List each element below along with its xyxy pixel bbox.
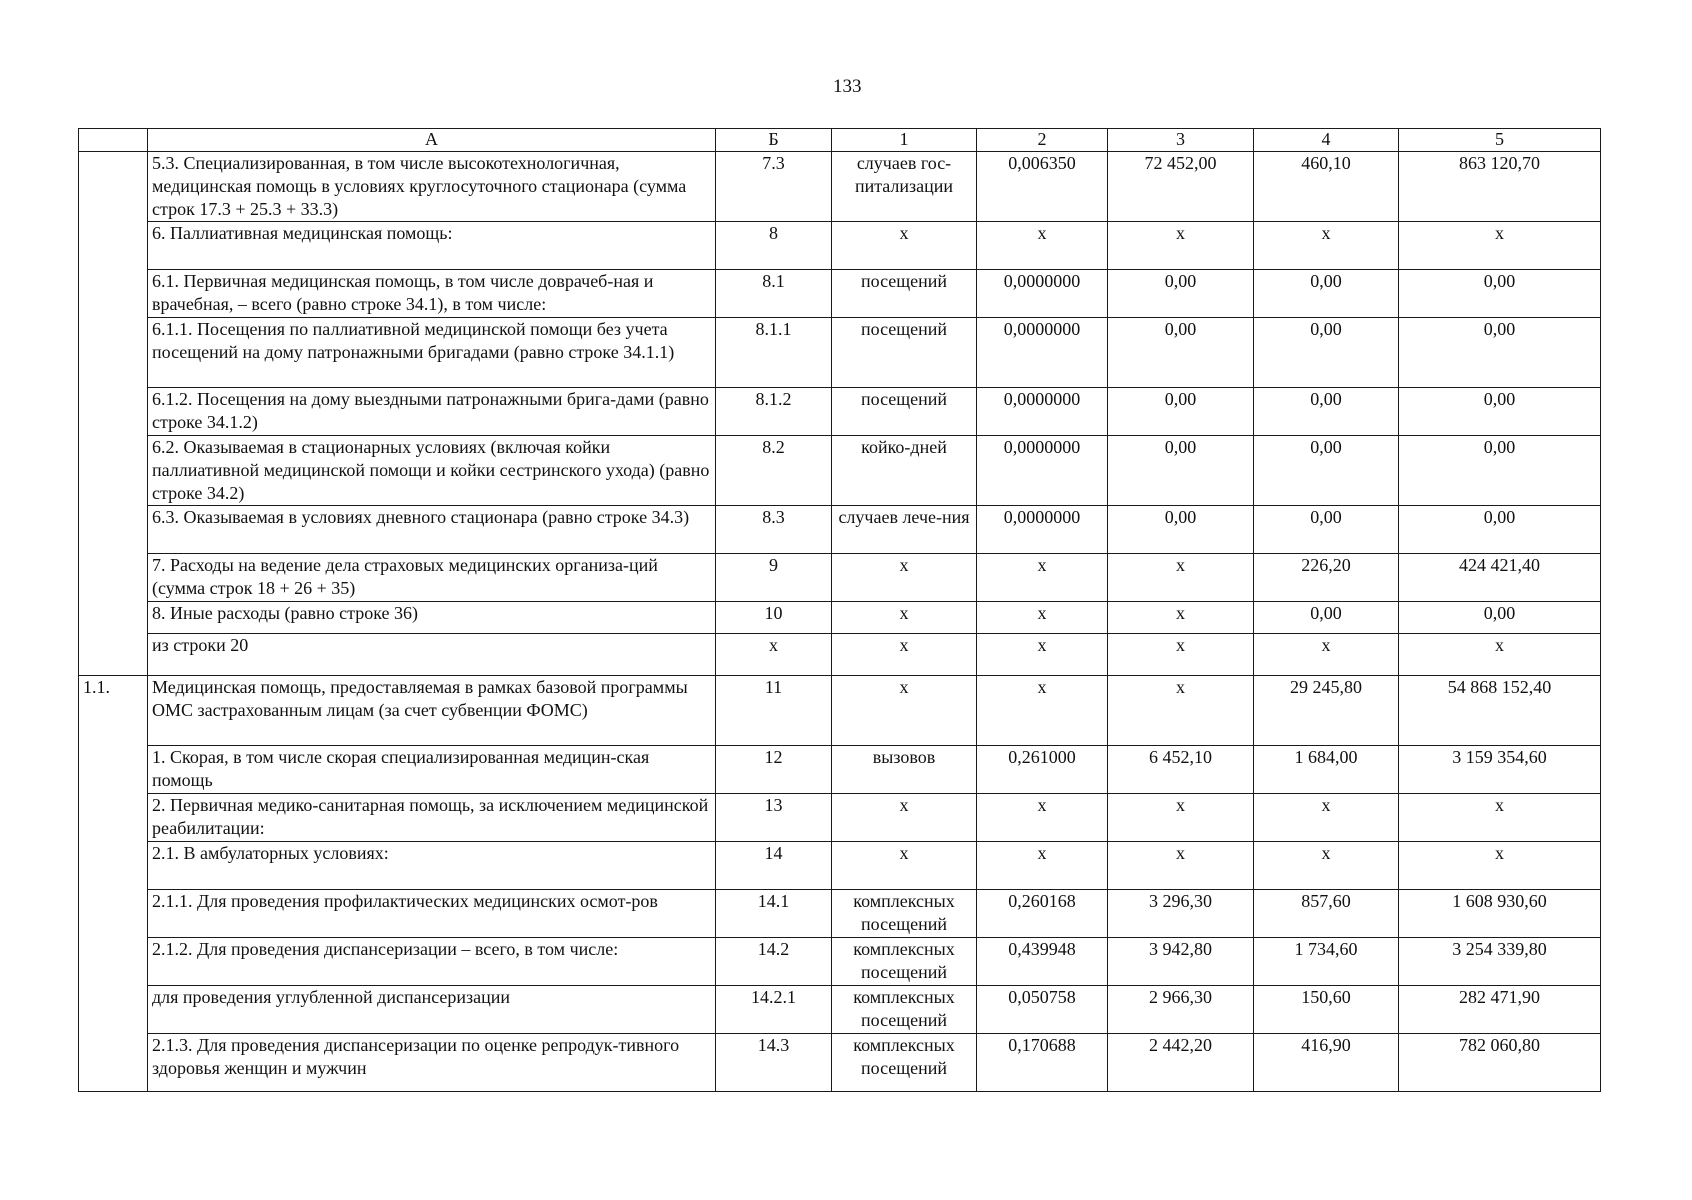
cell-col-2: 0,0000000 bbox=[977, 318, 1108, 388]
cell-index bbox=[79, 1034, 148, 1092]
cell-col-2: 0,0000000 bbox=[977, 436, 1108, 506]
cell-col-2: 0,170688 bbox=[977, 1034, 1108, 1092]
cell-index bbox=[79, 388, 148, 436]
cell-col-3: 0,00 bbox=[1108, 388, 1254, 436]
cell-col-2: х bbox=[977, 554, 1108, 602]
cell-name: 2.1.2. Для проведения диспансеризации – всего, в том числе: bbox=[148, 938, 716, 986]
cell-col-4: 0,00 bbox=[1254, 270, 1399, 318]
header-cell-2: 2 bbox=[977, 129, 1108, 152]
cell-name: Медицинская помощь, предоставляемая в рамках базовой программы ОМС застрахованным лицам (за счет субвенции ФОМС) bbox=[148, 676, 716, 746]
cell-col-5: 3 159 354,60 bbox=[1399, 746, 1601, 794]
cell-unit: х bbox=[832, 222, 977, 270]
cell-col-3: 3 296,30 bbox=[1108, 890, 1254, 938]
table-row bbox=[79, 388, 1601, 436]
cell-code: 7.3 bbox=[716, 152, 832, 222]
cell-col-3: х bbox=[1108, 676, 1254, 746]
cell-name: 6.1.1. Посещения по паллиативной медицинской помощи без учета посещений на дому патронажными бригадами (равно строке 34.1.1) bbox=[148, 318, 716, 388]
cell-col-3: 2 442,20 bbox=[1108, 1034, 1254, 1092]
cell-col-4: 1 734,60 bbox=[1254, 938, 1399, 986]
cell-col-5: 54 868 152,40 bbox=[1399, 676, 1601, 746]
cell-col-4: 29 245,80 bbox=[1254, 676, 1399, 746]
header-row bbox=[79, 129, 1601, 152]
cell-col-4: 0,00 bbox=[1254, 602, 1399, 634]
cell-col-5: 0,00 bbox=[1399, 318, 1601, 388]
cell-col-4: х bbox=[1254, 842, 1399, 890]
cell-code: 14 bbox=[716, 842, 832, 890]
cell-col-5: 863 120,70 bbox=[1399, 152, 1601, 222]
cell-code: 14.1 bbox=[716, 890, 832, 938]
cell-col-5: 1 608 930,60 bbox=[1399, 890, 1601, 938]
cell-unit: посещений bbox=[832, 318, 977, 388]
cell-col-2: 0,0000000 bbox=[977, 388, 1108, 436]
cell-unit: х bbox=[832, 634, 977, 676]
cell-index bbox=[79, 634, 148, 676]
cell-unit: посещений bbox=[832, 270, 977, 318]
table-row bbox=[79, 794, 1601, 842]
cell-code: 8.1.2 bbox=[716, 388, 832, 436]
header-cell-4: 4 bbox=[1254, 129, 1399, 152]
header-cell-index bbox=[79, 129, 148, 152]
cell-index bbox=[79, 890, 148, 938]
cell-col-5: 0,00 bbox=[1399, 388, 1601, 436]
table-row bbox=[79, 746, 1601, 794]
cell-unit: х bbox=[832, 554, 977, 602]
table-row bbox=[79, 842, 1601, 890]
cell-code: 8.1.1 bbox=[716, 318, 832, 388]
cell-unit: случаев лече-ния bbox=[832, 506, 977, 554]
cell-index bbox=[79, 554, 148, 602]
cell-unit: посещений bbox=[832, 388, 977, 436]
cell-col-5: 0,00 bbox=[1399, 506, 1601, 554]
table-row bbox=[79, 938, 1601, 986]
cell-col-4: 857,60 bbox=[1254, 890, 1399, 938]
cell-unit: случаев гос-питализации bbox=[832, 152, 977, 222]
cell-col-4: 226,20 bbox=[1254, 554, 1399, 602]
cell-code: 14.2.1 bbox=[716, 986, 832, 1034]
table-row bbox=[79, 1034, 1601, 1092]
cell-unit: вызовов bbox=[832, 746, 977, 794]
cell-col-3: 0,00 bbox=[1108, 270, 1254, 318]
cell-col-5: 0,00 bbox=[1399, 436, 1601, 506]
cell-col-4: х bbox=[1254, 634, 1399, 676]
cell-code: 8.1 bbox=[716, 270, 832, 318]
table-row bbox=[79, 634, 1601, 676]
cell-unit: койко-дней bbox=[832, 436, 977, 506]
cell-col-2: 0,261000 bbox=[977, 746, 1108, 794]
cell-name: 6.2. Оказываемая в стационарных условиях (включая койки паллиативной медицинской помощи и койки сестринского ухода) (равно строке 34.2) bbox=[148, 436, 716, 506]
cell-col-3: х bbox=[1108, 634, 1254, 676]
cell-col-4: 0,00 bbox=[1254, 318, 1399, 388]
cell-index bbox=[79, 270, 148, 318]
cell-name: 6.3. Оказываемая в условиях дневного стационара (равно строке 34.3) bbox=[148, 506, 716, 554]
cell-col-2: 0,006350 bbox=[977, 152, 1108, 222]
cell-unit: х bbox=[832, 794, 977, 842]
cell-code: 8.3 bbox=[716, 506, 832, 554]
cell-name: 2. Первичная медико-санитарная помощь, за исключением медицинской реабилитации: bbox=[148, 794, 716, 842]
cell-unit: х bbox=[832, 842, 977, 890]
cell-col-5: 282 471,90 bbox=[1399, 986, 1601, 1034]
cell-col-4: 0,00 bbox=[1254, 436, 1399, 506]
cell-col-3: х bbox=[1108, 794, 1254, 842]
cell-name: 1. Скорая, в том числе скорая специализированная медицин-ская помощь bbox=[148, 746, 716, 794]
cell-name: 5.3. Специализированная, в том числе высокотехнологичная, медицинская помощь в условиях круглосуточного стационара (сумма строк 17.3 + 25.3 + 33.3) bbox=[148, 152, 716, 222]
cell-unit: комплексных посещений bbox=[832, 938, 977, 986]
cell-col-2: 0,0000000 bbox=[977, 270, 1108, 318]
cell-index bbox=[79, 938, 148, 986]
cell-index bbox=[79, 602, 148, 634]
cell-code: 14.2 bbox=[716, 938, 832, 986]
cell-unit: х bbox=[832, 676, 977, 746]
cell-col-5: х bbox=[1399, 222, 1601, 270]
cell-col-2: х bbox=[977, 602, 1108, 634]
table-row bbox=[79, 270, 1601, 318]
cell-col-4: 1 684,00 bbox=[1254, 746, 1399, 794]
header-cell-3: 3 bbox=[1108, 129, 1254, 152]
cell-name: 8. Иные расходы (равно строке 36) bbox=[148, 602, 716, 634]
cell-code: 8.2 bbox=[716, 436, 832, 506]
cell-code: х bbox=[716, 634, 832, 676]
cell-unit: комплексных посещений bbox=[832, 986, 977, 1034]
cell-col-3: х bbox=[1108, 842, 1254, 890]
cell-name: из строки 20 bbox=[148, 634, 716, 676]
table-row bbox=[79, 602, 1601, 634]
cell-col-4: 460,10 bbox=[1254, 152, 1399, 222]
cell-col-5: х bbox=[1399, 842, 1601, 890]
table-row bbox=[79, 676, 1601, 746]
data-table bbox=[78, 128, 1601, 1092]
cell-name: 6.1.2. Посещения на дому выездными патронажными брига-дами (равно строке 34.1.2) bbox=[148, 388, 716, 436]
cell-col-5: х bbox=[1399, 634, 1601, 676]
cell-name: для проведения углубленной диспансеризации bbox=[148, 986, 716, 1034]
cell-col-2: х bbox=[977, 222, 1108, 270]
cell-name: 6.1. Первичная медицинская помощь, в том числе доврачеб-ная и врачебная, – всего (равно строке 34.1), в том числе: bbox=[148, 270, 716, 318]
cell-code: 12 bbox=[716, 746, 832, 794]
header-cell-a: А bbox=[148, 129, 716, 152]
table-row bbox=[79, 222, 1601, 270]
cell-name: 6. Паллиативная медицинская помощь: bbox=[148, 222, 716, 270]
cell-col-5: 424 421,40 bbox=[1399, 554, 1601, 602]
cell-col-4: 416,90 bbox=[1254, 1034, 1399, 1092]
cell-unit: х bbox=[832, 602, 977, 634]
table-row bbox=[79, 506, 1601, 554]
cell-code: 14.3 bbox=[716, 1034, 832, 1092]
cell-col-3: х bbox=[1108, 602, 1254, 634]
cell-index bbox=[79, 986, 148, 1034]
table-row bbox=[79, 986, 1601, 1034]
cell-col-2: 0,0000000 bbox=[977, 506, 1108, 554]
cell-code: 10 bbox=[716, 602, 832, 634]
cell-col-5: 0,00 bbox=[1399, 602, 1601, 634]
cell-index bbox=[79, 746, 148, 794]
table-row bbox=[79, 318, 1601, 388]
cell-col-4: 150,60 bbox=[1254, 986, 1399, 1034]
cell-col-5: х bbox=[1399, 794, 1601, 842]
cell-col-4: х bbox=[1254, 222, 1399, 270]
cell-code: 13 bbox=[716, 794, 832, 842]
cell-col-3: 2 966,30 bbox=[1108, 986, 1254, 1034]
cell-unit: комплексных посещений bbox=[832, 890, 977, 938]
cell-col-4: х bbox=[1254, 794, 1399, 842]
cell-name: 7. Расходы на ведение дела страховых медицинских организа-ций (сумма строк 18 + 26 + 35) bbox=[148, 554, 716, 602]
cell-col-2: 0,260168 bbox=[977, 890, 1108, 938]
header-cell-b: Б bbox=[716, 129, 832, 152]
cell-col-5: 0,00 bbox=[1399, 270, 1601, 318]
cell-name: 2.1.3. Для проведения диспансеризации по оценке репродук-тивного здоровья женщин и мужчин bbox=[148, 1034, 716, 1092]
cell-col-3: 6 452,10 bbox=[1108, 746, 1254, 794]
cell-index bbox=[79, 436, 148, 506]
cell-index bbox=[79, 318, 148, 388]
cell-col-2: х bbox=[977, 676, 1108, 746]
cell-index: 1.1. bbox=[79, 676, 148, 746]
header-cell-5: 5 bbox=[1399, 129, 1601, 152]
cell-col-5: 3 254 339,80 bbox=[1399, 938, 1601, 986]
cell-col-3: х bbox=[1108, 554, 1254, 602]
cell-code: 8 bbox=[716, 222, 832, 270]
cell-index bbox=[79, 842, 148, 890]
cell-col-4: 0,00 bbox=[1254, 506, 1399, 554]
table-row bbox=[79, 152, 1601, 222]
table-row bbox=[79, 554, 1601, 602]
cell-col-2: 0,050758 bbox=[977, 986, 1108, 1034]
cell-col-2: х bbox=[977, 634, 1108, 676]
cell-col-2: 0,439948 bbox=[977, 938, 1108, 986]
cell-col-2: х bbox=[977, 794, 1108, 842]
cell-col-3: 0,00 bbox=[1108, 436, 1254, 506]
cell-index bbox=[79, 794, 148, 842]
cell-col-4: 0,00 bbox=[1254, 388, 1399, 436]
cell-col-2: х bbox=[977, 842, 1108, 890]
table-row bbox=[79, 436, 1601, 506]
cell-col-3: х bbox=[1108, 222, 1254, 270]
cell-col-3: 72 452,00 bbox=[1108, 152, 1254, 222]
cell-col-5: 782 060,80 bbox=[1399, 1034, 1601, 1092]
table-row bbox=[79, 890, 1601, 938]
cell-col-3: 3 942,80 bbox=[1108, 938, 1254, 986]
cell-index bbox=[79, 506, 148, 554]
cell-index bbox=[79, 152, 148, 222]
page-number-text: 133 bbox=[833, 76, 862, 97]
cell-code: 11 bbox=[716, 676, 832, 746]
cell-col-3: 0,00 bbox=[1108, 506, 1254, 554]
cell-index bbox=[79, 222, 148, 270]
cell-col-3: 0,00 bbox=[1108, 318, 1254, 388]
cell-code: 9 bbox=[716, 554, 832, 602]
cell-name: 2.1. В амбулаторных условиях: bbox=[148, 842, 716, 890]
header-cell-1: 1 bbox=[832, 129, 977, 152]
cell-name: 2.1.1. Для проведения профилактических медицинских осмот-ров bbox=[148, 890, 716, 938]
cell-unit: комплексных посещений bbox=[832, 1034, 977, 1092]
